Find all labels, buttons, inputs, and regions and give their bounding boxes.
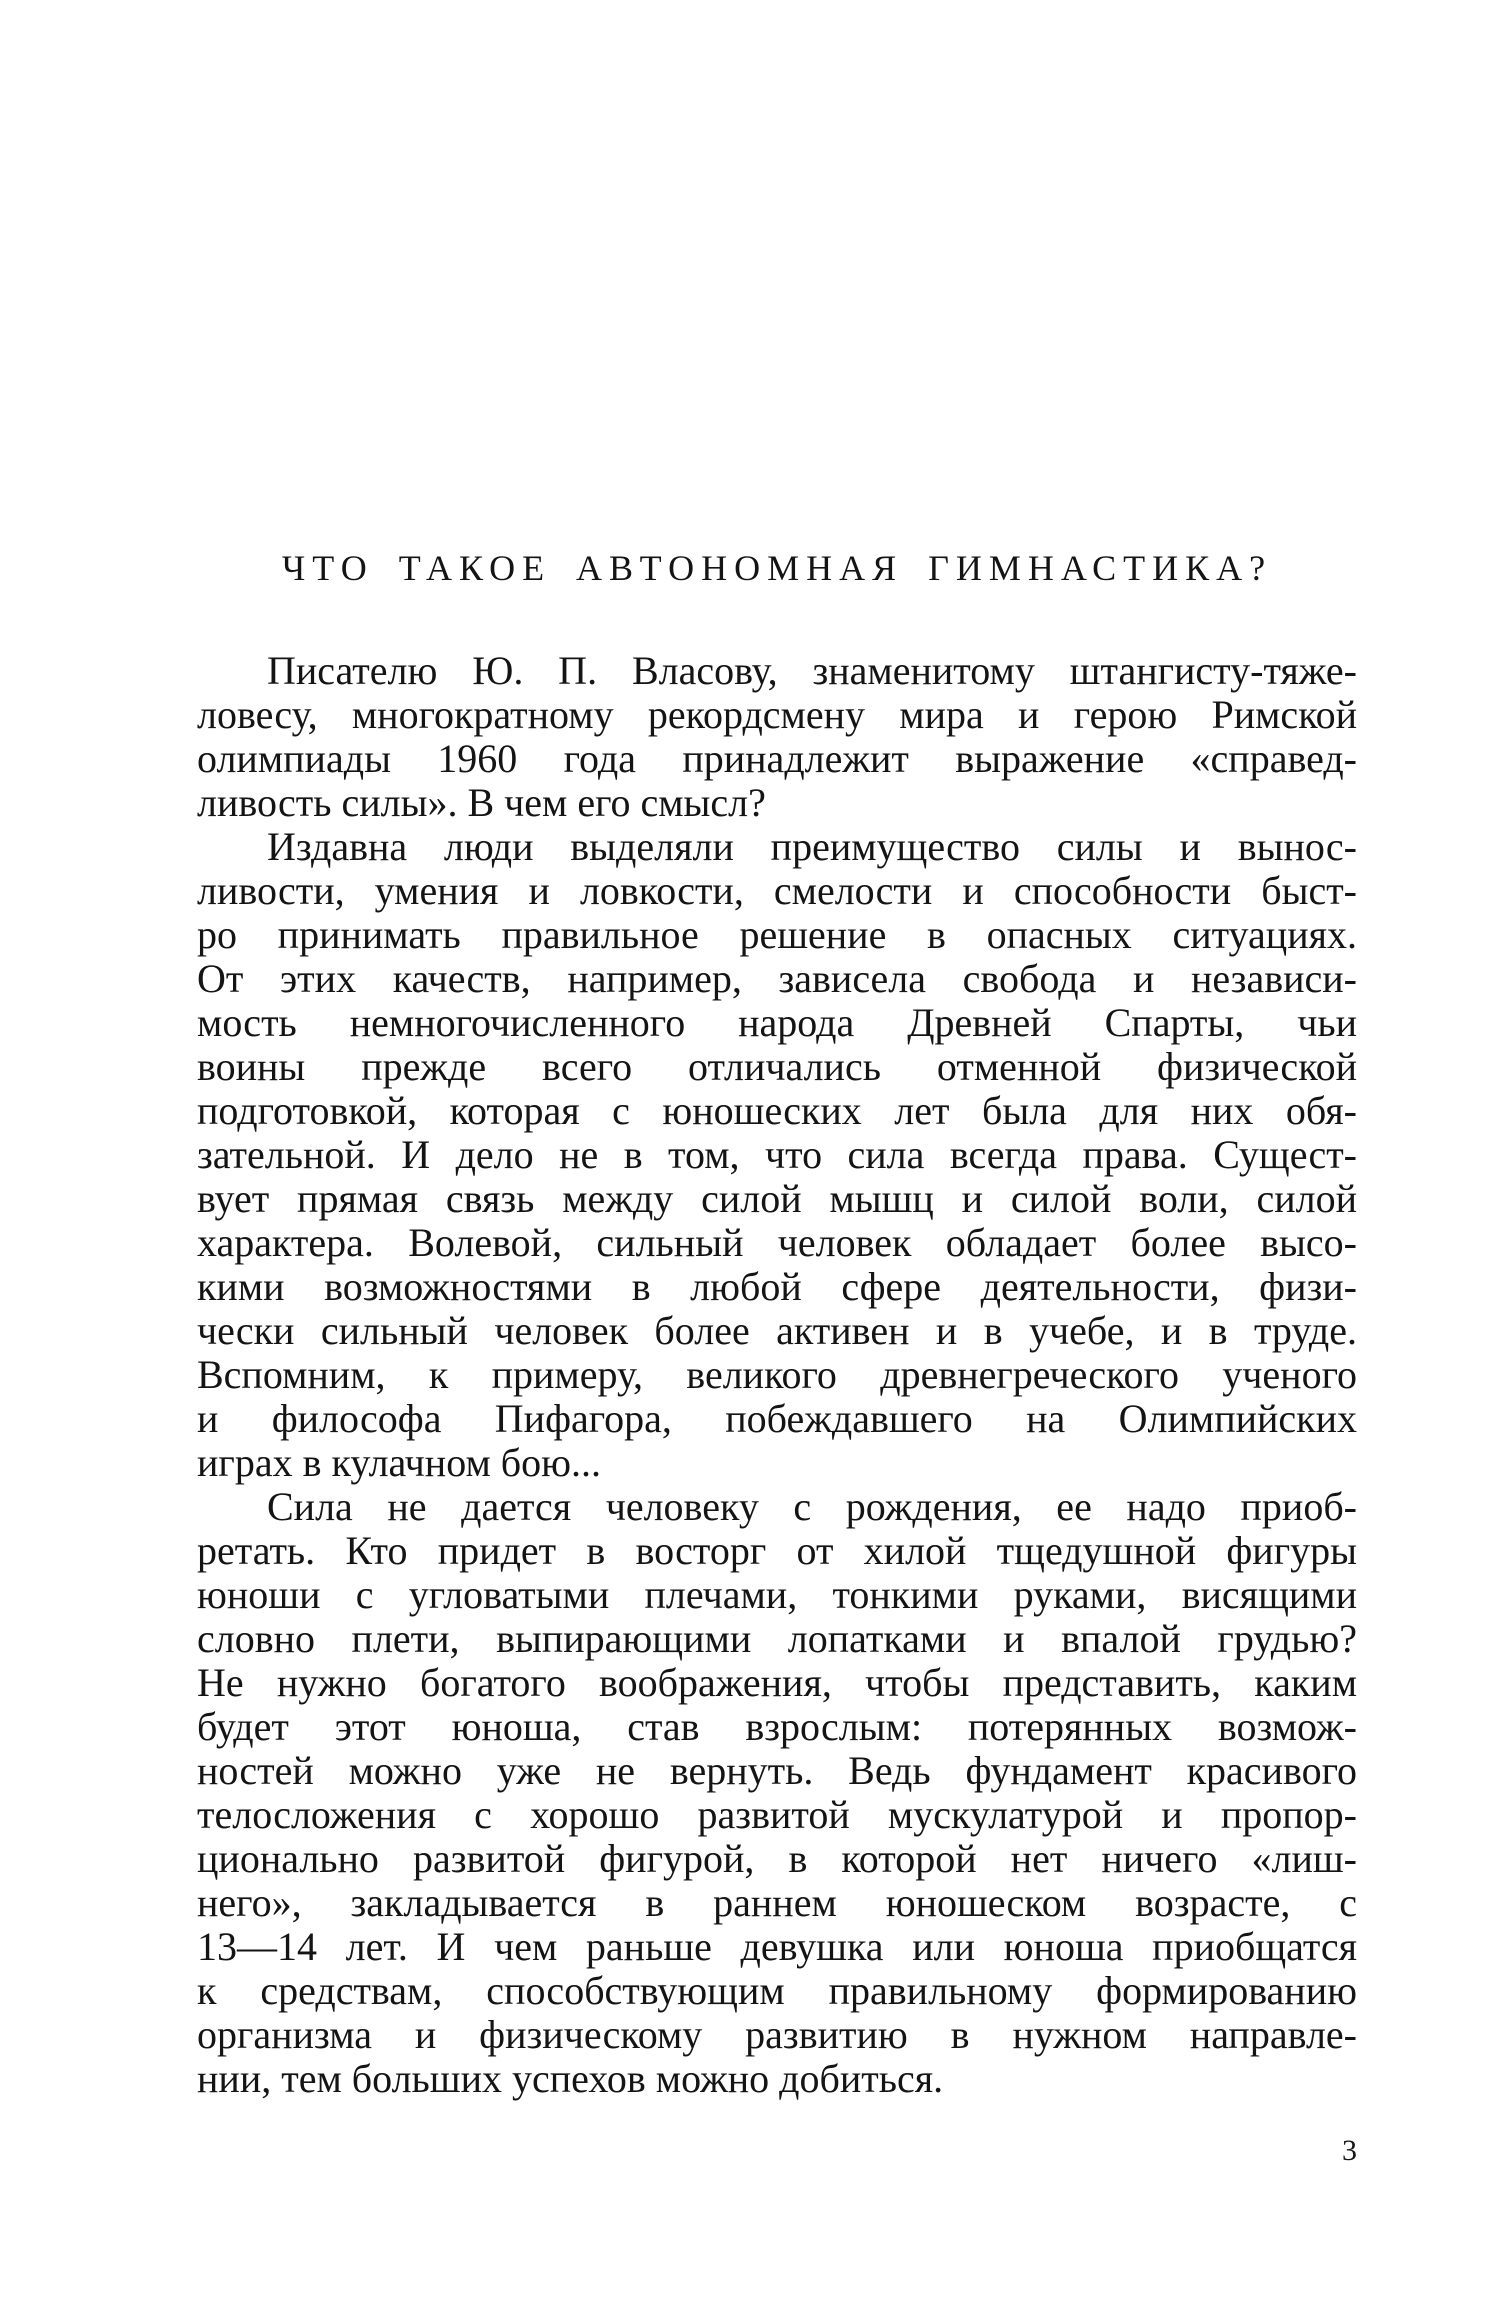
paragraph [197,649,1357,825]
text-line: зательной. И дело не в том, что сила всегда права. Сущест- [197,1132,1357,1177]
text-line: и философа Пифагора, побеждавшего на Олимпийских [197,1396,1357,1441]
text-line: него», закладывается в раннем юношеском возрасте, с [197,1880,1357,1925]
text-line: ционально развитой фигурой, в которой нет ничего «лиш- [197,1836,1357,1881]
text-line: ловесу, многократному рекордсмену мира и герою Римской [197,692,1357,737]
text-line: кими возможностями в любой сфере деятельности, физи- [197,1264,1357,1309]
text-line: организма и физическому развитию в нужном направле- [197,2012,1357,2057]
text-line: ливость силы». В чем его смысл? [197,780,766,825]
paragraph [197,1485,1357,2101]
page-title: ЧТО ТАКОЕ АВТОНОМНАЯ ГИМНАСТИКА? [281,548,1273,588]
text-line: юноши с угловатыми плечами, тонкими руками, висящими [197,1572,1357,1617]
page-number: 3 [1342,2134,1357,2167]
text-line: будет этот юноша, став взрослым: потерянных возмож- [197,1704,1357,1749]
text-line: ливости, умения и ловкости, смелости и способности быст- [197,868,1357,913]
text-line: Сила не дается человеку с рождения, ее надо приоб- [267,1484,1357,1529]
text-line: 13—14 лет. И чем раньше девушка или юноша приобщатся [197,1924,1357,1969]
text-line: вует прямая связь между силой мышц и силой воли, силой [197,1176,1357,1221]
paragraph [197,825,1357,1485]
text-line: воины прежде всего отличались отменной физической [197,1044,1357,1089]
text-line: играх в кулачном бою... [197,1440,601,1485]
text-line: ностей можно уже не вернуть. Ведь фундамент красивого [197,1748,1357,1793]
text-line: нии, тем больших успехов можно добиться. [197,2056,944,2101]
text-line: подготовкой, которая с юношеских лет была для них обя- [197,1088,1357,1133]
text-line: Издавна люди выделяли преимущество силы и вынос- [267,824,1357,869]
text-line: олимпиады 1960 года принадлежит выражение «справед- [197,736,1357,781]
text-line: Писателю Ю. П. Власову, знаменитому штангисту-тяже- [267,648,1357,693]
body-text [197,649,1357,2101]
text-line: чески сильный человек более активен и в учебе, и в труде. [197,1308,1357,1353]
text-line: ро принимать правильное решение в опасных ситуациях. [197,912,1357,957]
text-line: к средствам, способствующим правильному формированию [197,1968,1357,2013]
text-line: Не нужно богатого воображения, чтобы представить, каким [197,1660,1357,1705]
text-line: мость немногочисленного народа Древней Спарты, чьи [197,1000,1357,1045]
text-line: Вспомним, к примеру, великого древнегреческого ученого [197,1352,1357,1397]
text-line: ретать. Кто придет в восторг от хилой тщедушной фигуры [197,1528,1357,1573]
text-line: словно плети, выпирающими лопатками и впалой грудью? [197,1616,1357,1661]
text-line: телосложения с хорошо развитой мускулатурой и пропор- [197,1792,1357,1837]
text-line: характера. Волевой, сильный человек обладает более высо- [197,1220,1357,1265]
text-line: От этих качеств, например, зависела свобода и независи- [197,956,1357,1001]
